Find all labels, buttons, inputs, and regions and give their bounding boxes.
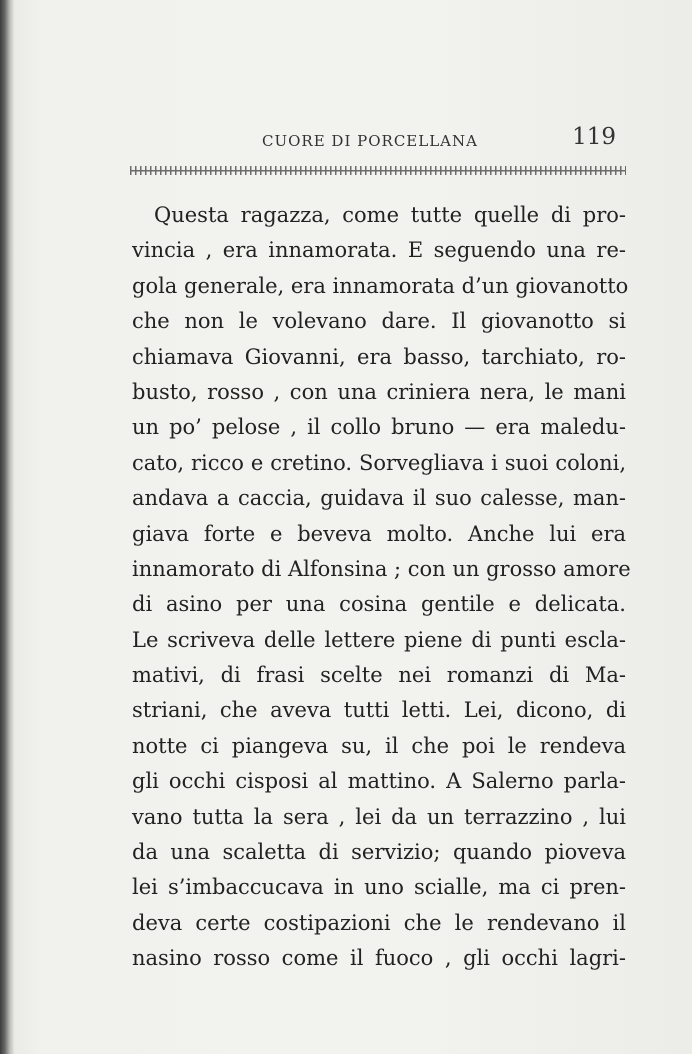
text-line: striani, che aveva tutti letti. Lei, dicono, di [132,698,626,723]
text-line: Questa ragazza, come tutte quelle di pro- [154,203,626,227]
text-line: notte ci piangeva su, il che poi le rendeva [132,733,626,758]
body-text [132,198,631,977]
text-line: chiamava Giovanni, era basso, tarchiato, ro- [132,344,626,369]
text-line: da una scaletta di servizio; quando pioveva [132,840,626,865]
text-line: Le scriveva delle lettere piene di punti escla- [132,627,626,652]
running-title: CUORE DI PORCELLANA [262,132,478,150]
text-line: nasino rosso come il fuoco , gli occhi lagri- [132,946,626,971]
text-line: deva certe costipazioni che le rendevano il [132,910,626,935]
binding-edge [0,0,14,1054]
text-line: mativi, di frasi scelte nei romanzi di Ma- [132,663,626,688]
ornamental-rule [130,166,626,175]
text-line: andava a caccia, guidava il suo calesse, man- [132,486,626,511]
text-line: giava forte e beveva molto. Anche lui era [132,521,626,546]
text-line: gola generale, era innamorata d’un giovanotto [132,273,629,298]
text-line: vincia , era innamorata. E seguendo una re- [132,238,626,263]
running-header [130,120,626,160]
text-line: vano tutta la sera , lei da un terrazzino , lui [132,804,626,829]
text-line: busto, rosso , con una criniera nera, le mani [132,379,626,404]
text-line: di asino per una cosina gentile e delicata. [132,592,626,617]
text-line: cato, ricco e cretino. Sorvegliava i suoi coloni, [132,450,626,475]
page-number: 119 [572,124,616,150]
text-line: innamorato di Alfonsina ; con un grosso amore [132,556,631,581]
text-line: lei s’imbaccucava in uno scialle, ma ci pren- [132,875,626,900]
text-line: un po’ pelose , il collo bruno — era maledu- [132,415,626,440]
text-line: gli occhi cisposi al mattino. A Salerno parla- [132,769,626,794]
text-line: che non le volevano dare. Il giovanotto si [132,309,626,334]
